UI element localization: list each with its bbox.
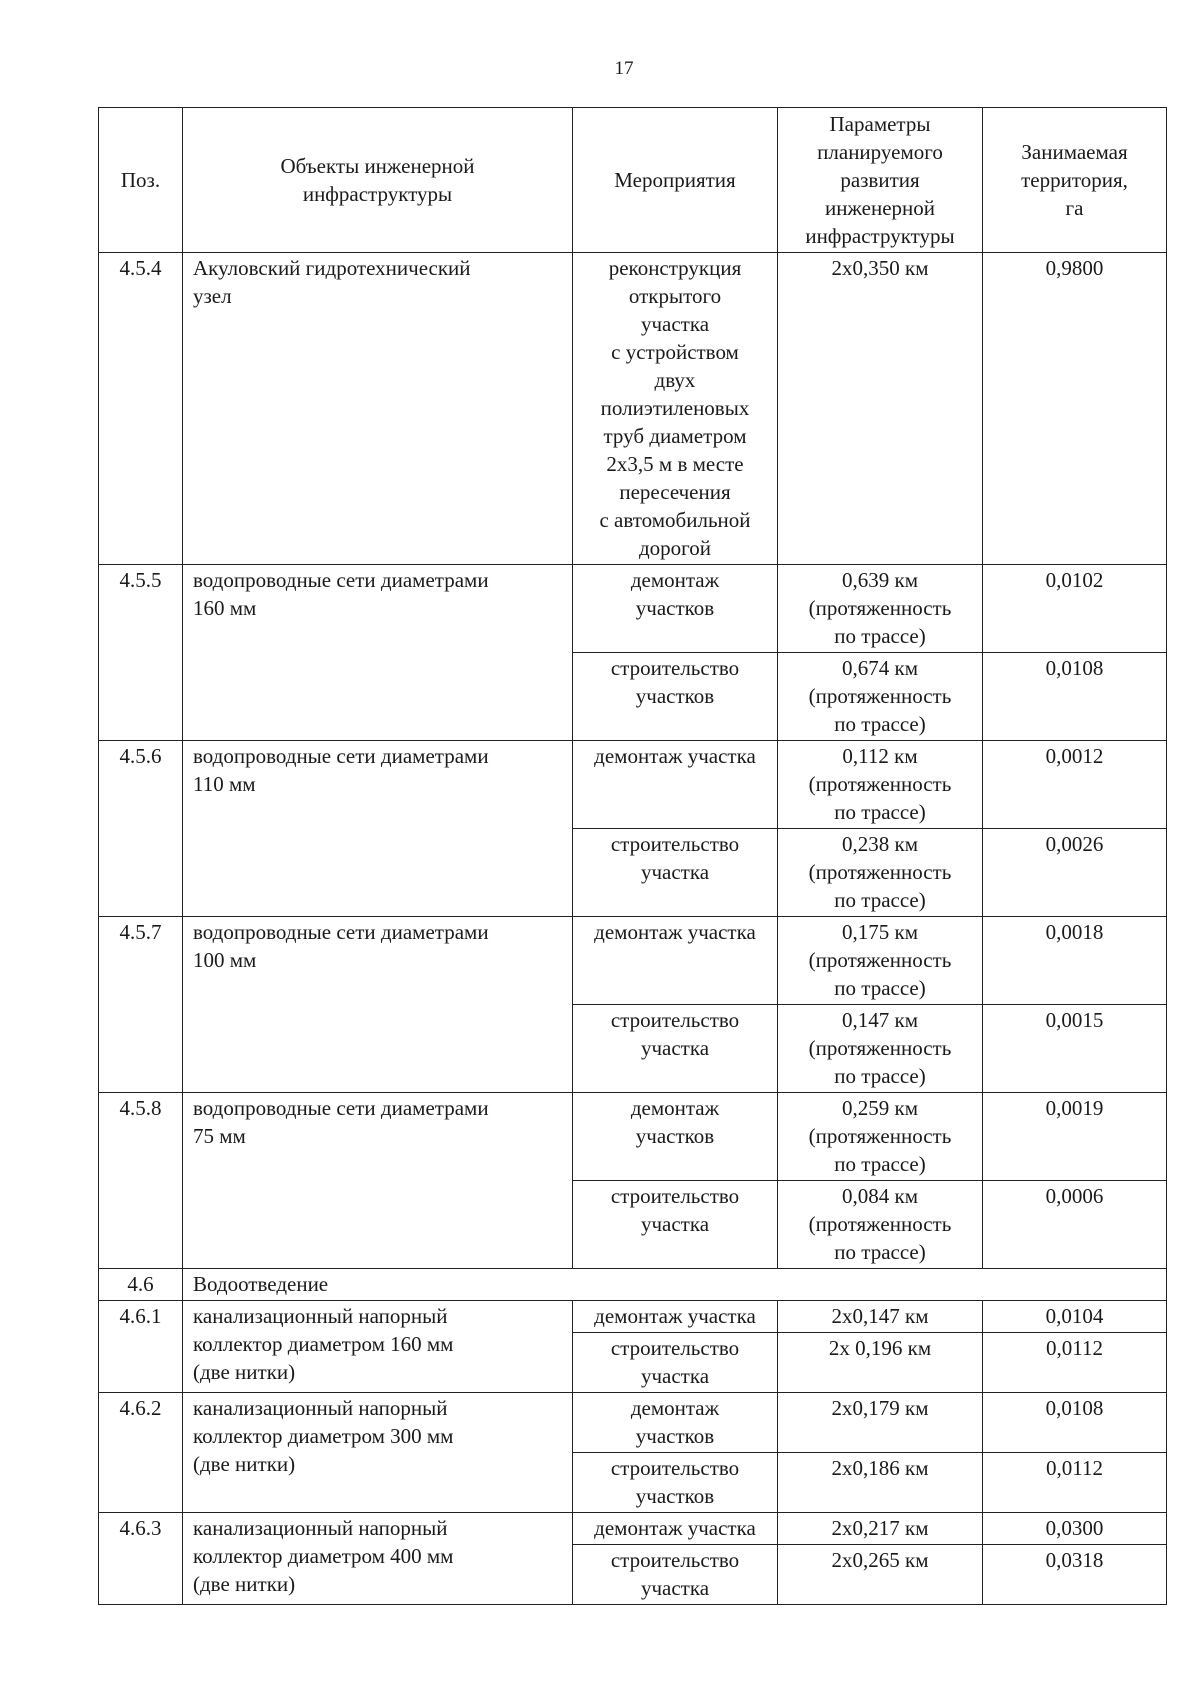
row-area: 0,0026 <box>983 829 1167 917</box>
row-params: 2х 0,196 км <box>778 1333 983 1393</box>
row-params: 0,259 км (протяженность по трассе) <box>778 1093 983 1181</box>
row-action: демонтаж участка <box>573 1301 778 1333</box>
row-area: 0,0012 <box>983 741 1167 829</box>
row-object: Акуловский гидротехнический узел <box>183 253 573 565</box>
table-header-row <box>99 108 1167 253</box>
row-area: 0,0112 <box>983 1453 1167 1513</box>
row-area: 0,0019 <box>983 1093 1167 1181</box>
page-number: 17 <box>614 58 634 79</box>
row-params: 2х0,350 км <box>778 253 983 565</box>
row-params: 2х0,147 км <box>778 1301 983 1333</box>
row-action: строительство участков <box>573 1453 778 1513</box>
row-params: 2х0,265 км <box>778 1545 983 1605</box>
row-area: 0,0318 <box>983 1545 1167 1605</box>
header-object: Объекты инженерной инфраструктуры <box>183 108 573 253</box>
table-row <box>99 917 1167 1005</box>
section-row <box>99 1269 1167 1301</box>
row-area: 0,0018 <box>983 917 1167 1005</box>
row-area: 0,0015 <box>983 1005 1167 1093</box>
row-area: 0,9800 <box>983 253 1167 565</box>
section-pos: 4.6 <box>99 1269 183 1301</box>
row-action: демонтаж участков <box>573 1093 778 1181</box>
row-area: 0,0104 <box>983 1301 1167 1333</box>
row-action: реконструкция открытого участка с устройством двух полиэтиленовых труб диаметром 2х3,5 м в месте пересечения с автомобильной дорогой <box>573 253 778 565</box>
row-action: демонтаж участков <box>573 565 778 653</box>
row-area: 0,0108 <box>983 1393 1167 1453</box>
row-params: 0,238 км (протяженность по трассе) <box>778 829 983 917</box>
row-action: демонтаж участков <box>573 1393 778 1453</box>
infrastructure-table <box>98 107 1167 1605</box>
row-params: 2х0,179 км <box>778 1393 983 1453</box>
table-row <box>99 1093 1167 1181</box>
row-params: 2х0,186 км <box>778 1453 983 1513</box>
header-pos: Поз. <box>99 108 183 253</box>
row-area: 0,0102 <box>983 565 1167 653</box>
table-row <box>99 1513 1167 1545</box>
row-area: 0,0006 <box>983 1181 1167 1269</box>
row-action: демонтаж участка <box>573 1513 778 1545</box>
row-params: 0,147 км (протяженность по трассе) <box>778 1005 983 1093</box>
row-object: водопроводные сети диаметрами 110 мм <box>183 741 573 917</box>
row-area: 0,0112 <box>983 1333 1167 1393</box>
row-pos: 4.5.7 <box>99 917 183 1093</box>
row-object: канализационный напорный коллектор диаметром 160 мм (две нитки) <box>183 1301 573 1393</box>
row-object: водопроводные сети диаметрами 160 мм <box>183 565 573 741</box>
header-action: Мероприятия <box>573 108 778 253</box>
header-area: Занимаемая территория, га <box>983 108 1167 253</box>
row-pos: 4.5.4 <box>99 253 183 565</box>
table-row <box>99 565 1167 653</box>
row-pos: 4.5.6 <box>99 741 183 917</box>
row-params: 0,175 км (протяженность по трассе) <box>778 917 983 1005</box>
row-action: строительство участка <box>573 1333 778 1393</box>
row-pos: 4.5.8 <box>99 1093 183 1269</box>
row-object: водопроводные сети диаметрами 75 мм <box>183 1093 573 1269</box>
table-row <box>99 1301 1167 1333</box>
row-params: 0,674 км (протяженность по трассе) <box>778 653 983 741</box>
table-row <box>99 1393 1167 1453</box>
row-action: строительство участков <box>573 653 778 741</box>
table-row <box>99 741 1167 829</box>
row-pos: 4.6.3 <box>99 1513 183 1605</box>
row-params: 0,639 км (протяженность по трассе) <box>778 565 983 653</box>
table-row <box>99 253 1167 565</box>
row-action: демонтаж участка <box>573 741 778 829</box>
row-params: 0,084 км (протяженность по трассе) <box>778 1181 983 1269</box>
row-action: строительство участка <box>573 1181 778 1269</box>
row-object: канализационный напорный коллектор диаметром 300 мм (две нитки) <box>183 1393 573 1513</box>
row-action: строительство участка <box>573 1545 778 1605</box>
row-params: 0,112 км (протяженность по трассе) <box>778 741 983 829</box>
row-action: строительство участка <box>573 829 778 917</box>
row-pos: 4.6.1 <box>99 1301 183 1393</box>
row-object: канализационный напорный коллектор диаметром 400 мм (две нитки) <box>183 1513 573 1605</box>
row-area: 0,0108 <box>983 653 1167 741</box>
section-title: Водоотведение <box>183 1269 1167 1301</box>
row-pos: 4.6.2 <box>99 1393 183 1513</box>
header-params: Параметры планируемого развития инженерной инфраструктуры <box>778 108 983 253</box>
row-object: водопроводные сети диаметрами 100 мм <box>183 917 573 1093</box>
row-action: строительство участка <box>573 1005 778 1093</box>
row-area: 0,0300 <box>983 1513 1167 1545</box>
row-params: 2х0,217 км <box>778 1513 983 1545</box>
row-pos: 4.5.5 <box>99 565 183 741</box>
row-action: демонтаж участка <box>573 917 778 1005</box>
